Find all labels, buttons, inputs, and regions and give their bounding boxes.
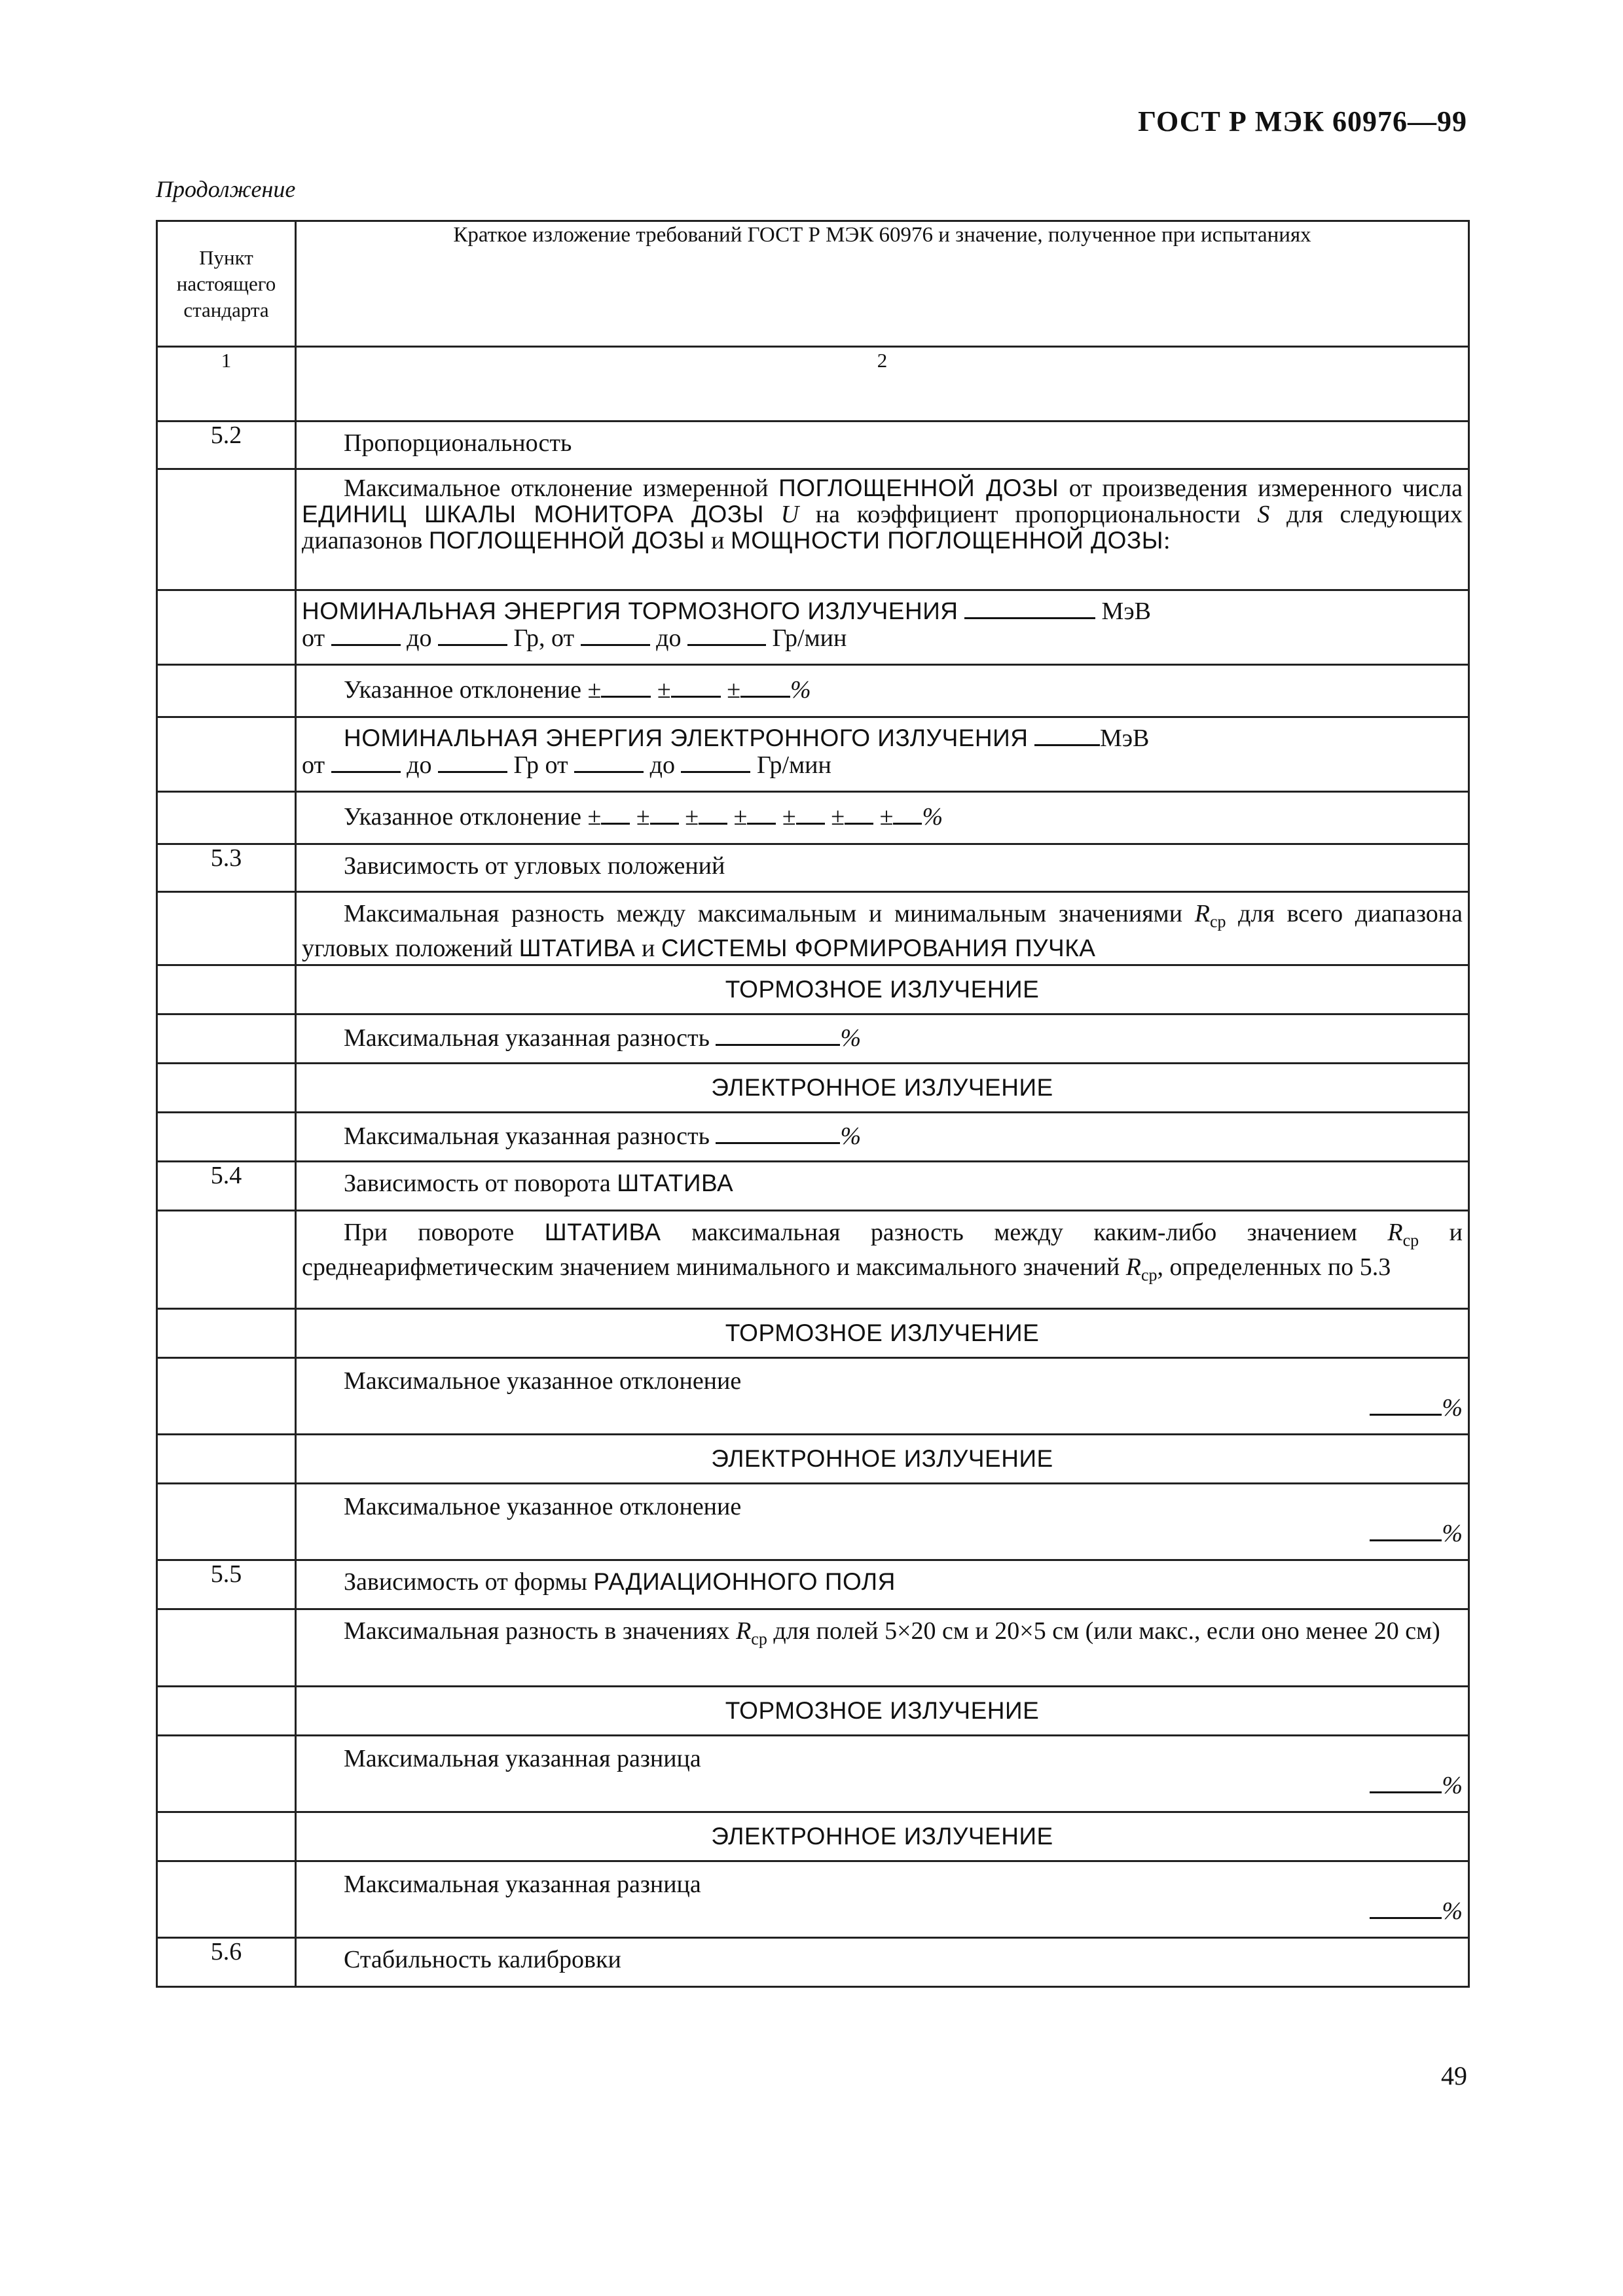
col2-number: 2: [296, 347, 1469, 422]
symbol-span: R: [736, 1617, 752, 1645]
blank-field[interactable]: [601, 676, 651, 698]
text-span: до: [407, 624, 432, 652]
term-span: ЕДИНИЦ ШКАЛЫ МОНИТОРА ДОЗЫ: [302, 501, 764, 528]
table-row: [157, 1736, 1469, 1812]
electron-energy-label: НОМИНАЛЬНАЯ ЭНЕРГИЯ ЭЛЕКТРОННОГО ИЗЛУЧЕНИЯ: [344, 725, 1029, 751]
empty-cell: [157, 1435, 296, 1484]
term-span: РАДИАЦИОННОГО ПОЛЯ: [593, 1568, 896, 1595]
table-row: [157, 1484, 1469, 1560]
subheading-brems: ТОРМОЗНОЕ ИЗЛУЧЕНИЕ: [296, 1309, 1469, 1358]
text-span: и среднеарифметическим значением минимального и максимального значений: [302, 1219, 1463, 1281]
percent-sign: %: [790, 676, 811, 704]
unit-label: Гр/мин: [772, 624, 847, 652]
blank-field[interactable]: [1370, 1520, 1442, 1541]
table-row: [157, 1358, 1469, 1435]
blank-field[interactable]: [845, 803, 873, 825]
clause-title: Пропорциональность: [296, 422, 1469, 469]
clause-description: [296, 892, 1469, 965]
table-row: [157, 665, 1469, 717]
column-number-row: [157, 347, 1469, 422]
document-header: ГОСТ Р МЭК 60976—99: [1138, 105, 1467, 137]
empty-cell: [157, 1812, 296, 1861]
pm-sign: ±: [782, 803, 796, 831]
table-row: [157, 590, 1469, 665]
term-span: ПОГЛОЩЕННОЙ ДОЗЫ: [428, 527, 705, 554]
clause-number: 5.4: [157, 1162, 296, 1211]
table-row: [157, 892, 1469, 965]
empty-cell: [157, 469, 296, 590]
text-span: При повороте: [344, 1219, 545, 1246]
blank-field[interactable]: [699, 803, 727, 825]
pm-sign: ±: [831, 803, 845, 831]
subheading-electron: ЭЛЕКТРОННОЕ ИЗЛУЧЕНИЕ: [296, 1435, 1469, 1484]
empty-cell: [157, 1861, 296, 1938]
text-span: Максимальное отклонение измеренной: [344, 475, 779, 502]
table-row: [157, 1938, 1469, 1987]
blank-field[interactable]: [438, 624, 507, 646]
clause-title: Стабильность калибровки: [296, 1938, 1469, 1987]
pm-sign: ±: [636, 803, 650, 831]
subheading-brems: ТОРМОЗНОЕ ИЗЛУЧЕНИЕ: [296, 965, 1469, 1014]
clause-number: 5.2: [157, 422, 296, 469]
percent-sign: %: [1442, 1394, 1463, 1422]
text-span: Максимальная разность в значениях: [344, 1617, 737, 1645]
clause-description: [296, 1211, 1469, 1309]
blank-field[interactable]: [601, 803, 630, 825]
subscript: ср: [1140, 1265, 1158, 1285]
table-row: [157, 844, 1469, 892]
term-span: ПОГЛОЩЕННОЙ ДОЗЫ: [778, 475, 1059, 501]
max-dev-label: Максимальное указанное отклонение: [344, 1493, 742, 1520]
symbol-span: U: [780, 501, 799, 528]
term-span: СИСТЕМЫ ФОРМИРОВАНИЯ ПУЧКА: [661, 934, 1096, 961]
text-span: , определенных по 5.3: [1157, 1253, 1391, 1281]
requirements-table: [156, 220, 1470, 1988]
symbol-span: R: [1194, 900, 1210, 927]
percent-sign: %: [922, 803, 943, 831]
subheading-brems: ТОРМОЗНОЕ ИЗЛУЧЕНИЕ: [296, 1687, 1469, 1736]
pm-sign: ±: [879, 803, 894, 831]
empty-cell: [157, 1687, 296, 1736]
col1-header: Пункт настоящего стандарта: [157, 221, 296, 347]
blank-field[interactable]: [1034, 725, 1100, 746]
max-diff-label: Максимальная указанная разница: [344, 1745, 701, 1772]
text-span: Максимальная указанная разность: [344, 1024, 710, 1052]
text-span: Зависимость от формы: [344, 1568, 594, 1596]
pm-sign: ±: [727, 676, 741, 704]
clause-number: 5.5: [157, 1560, 296, 1609]
clause-title: [296, 1560, 1469, 1609]
blank-field[interactable]: [331, 624, 401, 646]
table-row: [157, 1687, 1469, 1736]
unit-label: МэВ: [1099, 725, 1150, 752]
term-span: МОЩНОСТИ ПОГЛОЩЕННОЙ ДОЗЫ: [730, 527, 1164, 554]
blank-field[interactable]: [650, 803, 679, 825]
table-row: [157, 717, 1469, 792]
unit-label: МэВ: [1101, 598, 1151, 625]
table-header-row: [157, 221, 1469, 347]
empty-cell: [157, 1064, 296, 1113]
page-number: 49: [1441, 2061, 1467, 2090]
term-span: ШТАТИВА: [617, 1170, 734, 1196]
pm-sign: ±: [685, 803, 699, 831]
empty-cell: [157, 590, 296, 665]
pm-sign: ±: [587, 803, 602, 831]
unit-label: Гр/мин: [756, 751, 831, 779]
blank-field[interactable]: [747, 803, 776, 825]
blank-field[interactable]: [1370, 1772, 1442, 1793]
table-row: [157, 1609, 1469, 1687]
max-diff-line: [296, 1014, 1469, 1064]
clause-description: [296, 469, 1469, 590]
blank-field[interactable]: [671, 676, 721, 698]
max-dev-cell: [296, 1358, 1469, 1435]
text-span: Максимальная разность между максимальным и минимальным значениями: [344, 900, 1195, 927]
percent-sign: %: [1442, 1772, 1463, 1799]
percent-sign: %: [1442, 1520, 1463, 1547]
max-dev-label: Максимальное указанное отклонение: [344, 1367, 742, 1395]
text-span: :: [1163, 527, 1171, 554]
brems-energy-label: НОМИНАЛЬНАЯ ЭНЕРГИЯ ТОРМОЗНОГО ИЗЛУЧЕНИЯ: [302, 598, 958, 624]
max-diff-line: [296, 1113, 1469, 1162]
text-span: до: [407, 751, 432, 779]
percent-sign: %: [840, 1122, 862, 1150]
text-span: от: [302, 624, 325, 652]
max-dev-cell: [296, 1484, 1469, 1560]
blank-field[interactable]: [331, 751, 401, 773]
clause-number: 5.6: [157, 1938, 296, 1987]
table-row: [157, 1309, 1469, 1358]
table-row: [157, 1861, 1469, 1938]
text-span: до: [649, 751, 675, 779]
text-span: Зависимость от поворота: [344, 1170, 617, 1197]
max-diff-label: Максимальная указанная разница: [344, 1871, 701, 1898]
text-span: Указанное отклонение: [344, 803, 581, 831]
subscript: ср: [751, 1629, 767, 1649]
blank-field[interactable]: [581, 624, 650, 646]
empty-cell: [157, 665, 296, 717]
clause-title: [296, 1162, 1469, 1211]
table-row: [157, 965, 1469, 1014]
empty-cell: [157, 1609, 296, 1687]
text-span: до: [656, 624, 682, 652]
text-span: от произведения измеренного числа: [1059, 475, 1463, 502]
table-row: [157, 422, 1469, 469]
text-span: Гр, от: [513, 624, 575, 652]
subscript: ср: [1402, 1230, 1419, 1250]
table-row: [157, 1162, 1469, 1211]
continuation-label: Продолжение: [156, 176, 296, 202]
max-diff-cell: [296, 1861, 1469, 1938]
subscript: ср: [1209, 912, 1226, 931]
symbol-span: R: [1125, 1253, 1141, 1281]
table-row: [157, 469, 1469, 590]
text-span: Гр от: [513, 751, 568, 779]
text-span: и: [635, 934, 661, 962]
text-span: на коэффициент пропорциональности: [799, 501, 1258, 528]
term-span: ШТАТИВА: [519, 934, 636, 961]
text-span: для полей 5×20 см и 20×5 см (или макс., если оно менее 20 см): [767, 1617, 1440, 1645]
empty-cell: [157, 1014, 296, 1064]
pm-sign: ±: [657, 676, 671, 704]
text-span: максимальная разность между каким-либо значением: [661, 1219, 1388, 1246]
table-row: [157, 1211, 1469, 1309]
blank-field[interactable]: [716, 1122, 840, 1144]
blank-field[interactable]: [964, 598, 1095, 619]
empty-cell: [157, 1309, 296, 1358]
table-row: [157, 1560, 1469, 1609]
blank-field[interactable]: [1370, 1897, 1442, 1919]
pm-sign: ±: [587, 676, 602, 704]
text-span: для всего диапазона угловых положений: [302, 900, 1463, 962]
brems-indicated-deviation: [296, 665, 1469, 717]
electron-energy-range: [296, 717, 1469, 792]
blank-field[interactable]: [1370, 1394, 1442, 1416]
percent-sign: %: [840, 1024, 862, 1052]
brems-energy-range: [296, 590, 1469, 665]
blank-field[interactable]: [796, 803, 825, 825]
clause-number: 5.3: [157, 844, 296, 892]
blank-field[interactable]: [681, 751, 750, 773]
electron-indicated-deviation: [296, 792, 1469, 844]
text-span: и: [704, 527, 731, 554]
text-span: Указанное отклонение: [344, 676, 581, 704]
blank-field[interactable]: [687, 624, 766, 646]
max-diff-cell: [296, 1736, 1469, 1812]
blank-field[interactable]: [893, 803, 922, 825]
clause-title: Зависимость от угловых положений: [296, 844, 1469, 892]
symbol-span: S: [1257, 501, 1270, 528]
empty-cell: [157, 1484, 296, 1560]
text-span: от: [302, 751, 325, 779]
table-row: [157, 1812, 1469, 1861]
table-row: [157, 792, 1469, 844]
text-span: для следующих диапазонов: [302, 501, 1463, 554]
table-row: [157, 1014, 1469, 1064]
term-span: ШТАТИВА: [544, 1219, 661, 1246]
empty-cell: [157, 717, 296, 792]
subheading-electron: ЭЛЕКТРОННОЕ ИЗЛУЧЕНИЕ: [296, 1064, 1469, 1113]
empty-cell: [157, 1358, 296, 1435]
blank-field[interactable]: [438, 751, 507, 773]
subheading-electron: ЭЛЕКТРОННОЕ ИЗЛУЧЕНИЕ: [296, 1812, 1469, 1861]
empty-cell: [157, 892, 296, 965]
pm-sign: ±: [733, 803, 748, 831]
blank-field[interactable]: [716, 1024, 840, 1046]
empty-cell: [157, 1211, 296, 1309]
blank-field[interactable]: [574, 751, 644, 773]
table-row: [157, 1435, 1469, 1484]
table-row: [157, 1064, 1469, 1113]
empty-cell: [157, 965, 296, 1014]
text-span: Максимальная указанная разность: [344, 1122, 710, 1150]
symbol-span: R: [1387, 1219, 1403, 1246]
table-row: [157, 1113, 1469, 1162]
empty-cell: [157, 1113, 296, 1162]
col2-header: Краткое изложение требований ГОСТ Р МЭК 60976 и значение, полученное при испытаниях: [296, 221, 1469, 347]
col1-number: 1: [157, 347, 296, 422]
clause-description: [296, 1609, 1469, 1687]
empty-cell: [157, 792, 296, 844]
percent-sign: %: [1442, 1897, 1463, 1925]
blank-field[interactable]: [740, 676, 790, 698]
empty-cell: [157, 1736, 296, 1812]
